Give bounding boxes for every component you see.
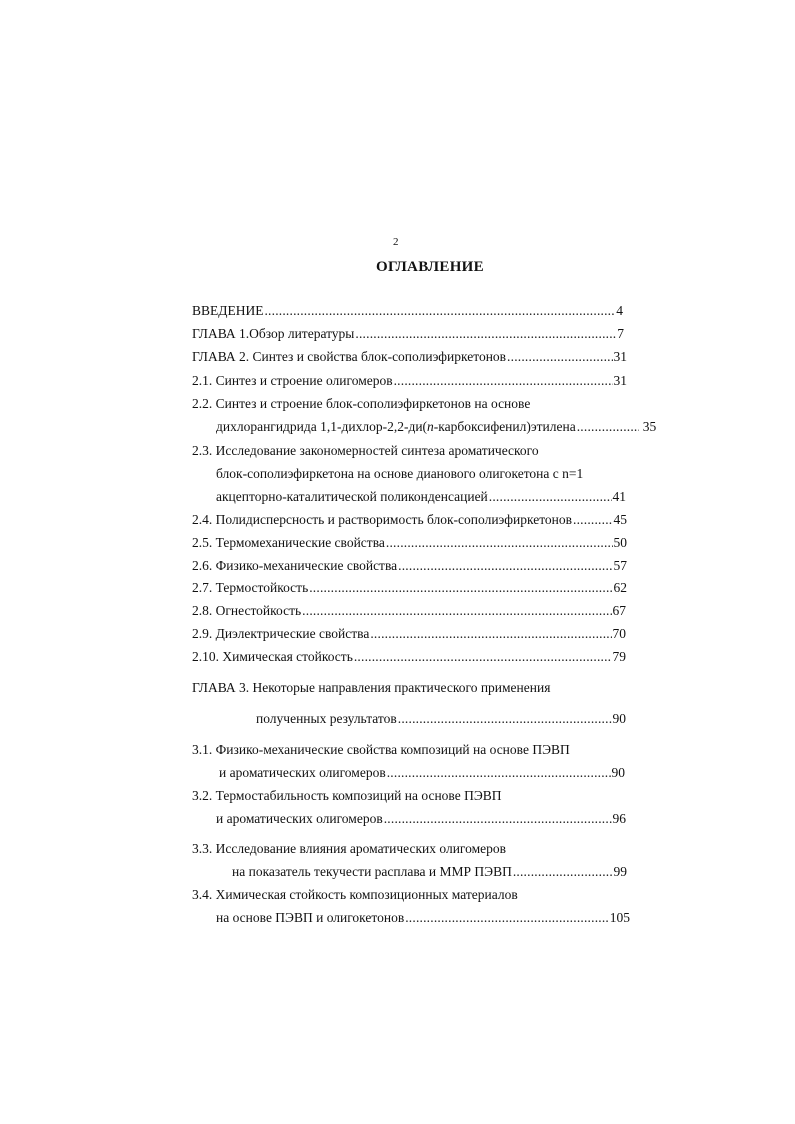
toc-entry-text: 3.3. Исследование влияния ароматических олигомеров (192, 841, 507, 856)
toc-entry-2-4[interactable] (192, 511, 627, 528)
toc-entry-text: 2.9. Диэлектрические свойства (192, 626, 370, 641)
toc-entry-text: ГЛАВА 3. Некоторые направления практического применения (192, 680, 551, 695)
toc-entry-text: блок-сополиэфиркетона на основе дианового олигокетона с n=1 (216, 466, 584, 481)
toc-entry-text: и ароматических олигомеров (219, 765, 386, 780)
toc-entry-introduction[interactable] (192, 302, 623, 319)
toc-leader-dots (387, 764, 611, 781)
toc-leader-dots (354, 648, 612, 665)
toc-entry-page: 31 (613, 349, 627, 364)
toc-entry-page: 45 (613, 512, 627, 527)
toc-entry-text: ГЛАВА 1.Обзор литературы (192, 326, 355, 341)
toc-entry-page: 70 (612, 626, 626, 641)
toc-entry-text: ГЛАВА 2. Синтез и свойства блок-сополиэфиркетонов (192, 349, 507, 364)
toc-text-post: -карбоксифенил)этилена (433, 419, 576, 434)
toc-entry-3-1[interactable] (192, 741, 570, 758)
toc-entry-text: 2.10. Химическая стойкость (192, 649, 353, 664)
toc-entry-text: акцепторно-каталитической поликонденсацией (216, 489, 488, 504)
toc-entry-3-2-cont[interactable] (216, 810, 626, 827)
toc-entry-2-9[interactable] (192, 625, 626, 642)
toc-entry-chapter-3[interactable] (192, 679, 550, 696)
toc-leader-dots (355, 325, 616, 342)
toc-entry-text: на основе ПЭВП и олигокетонов (216, 910, 405, 925)
toc-entry-page: 90 (612, 711, 626, 726)
toc-entry-2-1[interactable] (192, 372, 627, 389)
toc-entry-page: 105 (609, 910, 630, 925)
page-title: ОГЛАВЛЕНИЕ (376, 259, 484, 275)
toc-entry-page: 4 (616, 303, 623, 318)
toc-entry-text: 2.2. Синтез и строение блок-сополиэфиркетонов на основе (192, 396, 531, 411)
toc-leader-dots (370, 625, 611, 642)
toc-entry-text (216, 418, 576, 435)
toc-entry-page: 31 (613, 373, 627, 388)
toc-entry-2-2[interactable] (192, 395, 530, 412)
toc-text-italic: п (427, 419, 434, 434)
toc-entry-page: 96 (612, 811, 626, 826)
toc-entry-text: ВВЕДЕНИЕ (192, 303, 264, 318)
toc-leader-dots (398, 557, 612, 574)
toc-entry-page: 62 (613, 580, 627, 595)
toc-entry-3-4[interactable] (192, 886, 518, 903)
page-number: 2 (393, 236, 399, 248)
toc-entry-text: полученных результатов (256, 711, 397, 726)
toc-text-pre: дихлорангидрида 1,1-дихлор-2,2-ди( (216, 419, 428, 434)
toc-entry-2-3[interactable] (192, 442, 539, 459)
toc-leader-dots (513, 863, 613, 880)
toc-leader-dots (394, 372, 613, 389)
toc-entry-text: 3.1. Физико-механические свойства композиций на основе ПЭВП (192, 742, 570, 757)
toc-entry-page: 7 (617, 326, 624, 341)
toc-leader-dots (302, 602, 611, 619)
toc-leader-dots (384, 810, 612, 827)
toc-entry-2-7[interactable] (192, 579, 627, 596)
toc-entry-text: 2.5. Термомеханические свойства (192, 535, 385, 550)
toc-entry-text: 3.4. Химическая стойкость композиционных материалов (192, 887, 518, 902)
toc-entry-3-4-cont[interactable] (216, 909, 630, 926)
toc-entry-3-1-cont[interactable] (219, 764, 625, 781)
toc-leader-dots (386, 534, 613, 551)
toc-entry-page: 90 (611, 765, 625, 780)
toc-entry-text: 2.8. Огнестойкость (192, 603, 302, 618)
toc-entry-3-3-cont[interactable] (232, 863, 627, 880)
toc-entry-page: 57 (613, 558, 627, 573)
toc-entry-2-10[interactable] (192, 648, 626, 665)
toc-leader-dots (405, 909, 609, 926)
toc-entry-2-6[interactable] (192, 557, 627, 574)
toc-leader-dots (507, 348, 612, 365)
toc-entry-2-5[interactable] (192, 534, 627, 551)
toc-entry-chapter-2[interactable] (192, 348, 627, 365)
toc-entry-text: 2.3. Исследование закономерностей синтеза ароматического (192, 443, 539, 458)
toc-entry-chapter-1[interactable] (192, 325, 624, 342)
toc-entry-page: 41 (612, 489, 626, 504)
toc-entry-page: 79 (612, 649, 626, 664)
toc-leader-dots (398, 710, 612, 727)
toc-entry-3-2[interactable] (192, 787, 502, 804)
toc-entry-text: и ароматических олигомеров (216, 811, 383, 826)
toc-leader-dots (489, 488, 612, 505)
toc-entry-text: 2.7. Термостойкость (192, 580, 309, 595)
toc-entry-chapter-3-cont[interactable] (256, 710, 626, 727)
toc-entry-page: 50 (613, 535, 627, 550)
toc-entry-text: 2.6. Физико-механические свойства (192, 558, 398, 573)
toc-entry-3-3[interactable] (192, 840, 506, 857)
toc-entry-page: 67 (612, 603, 626, 618)
toc-leader-dots (264, 302, 615, 319)
toc-entry-text: 3.2. Термостабильность композиций на основе ПЭВП (192, 788, 502, 803)
toc-leader-dots (577, 418, 639, 435)
toc-entry-2-8[interactable] (192, 602, 626, 619)
toc-entry-page: 35 (642, 419, 657, 434)
toc-entry-text: на показатель текучести расплава и ММР ПЭВП (232, 864, 512, 879)
toc-entry-page: 99 (613, 864, 627, 879)
toc-entry-text: 2.4. Полидисперсность и растворимость блок-сополиэфиркетонов (192, 512, 573, 527)
toc-leader-dots (309, 579, 612, 596)
toc-entry-2-3-cont2[interactable] (216, 488, 626, 505)
toc-entry-2-2-cont[interactable] (216, 418, 657, 435)
toc-entry-2-3-cont[interactable] (216, 465, 583, 482)
toc-entry-text: 2.1. Синтез и строение олигомеров (192, 373, 393, 388)
toc-leader-dots (573, 511, 612, 528)
